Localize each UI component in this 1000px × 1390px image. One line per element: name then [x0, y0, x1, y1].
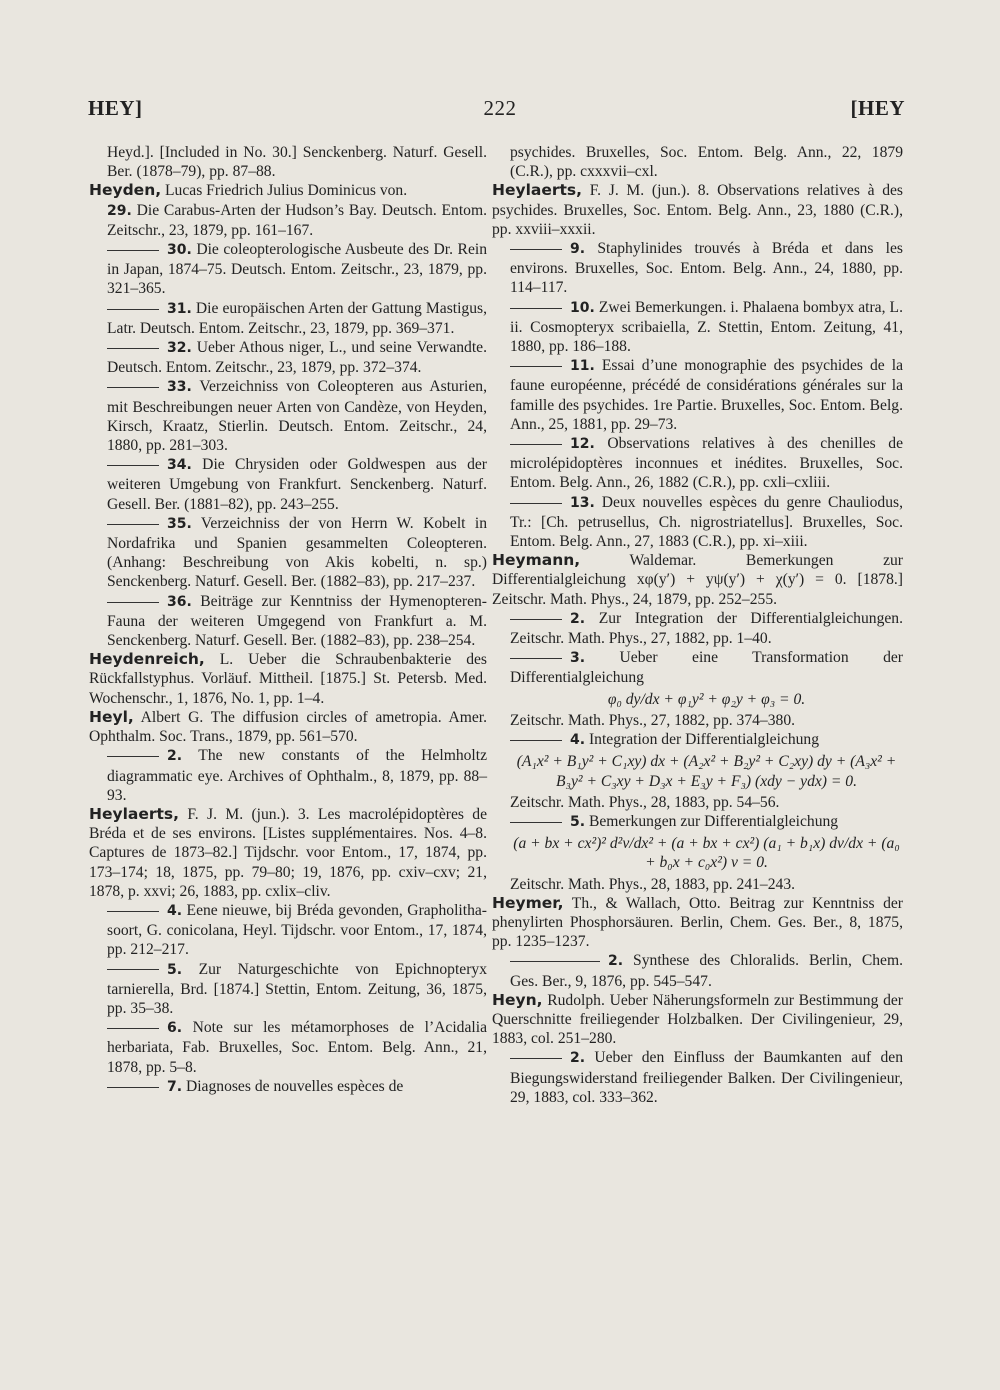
bib-entry — [510, 812, 903, 832]
entry-number: 5. — [167, 961, 183, 978]
entry-text: Staphylinides trouvés à Bréda et dans les environs. Bruxelles, Soc. Entom. Belg. Ann., 24, 1880, pp. 114–117. — [510, 240, 903, 297]
entry-text: Verzeichniss der von Herrn W. Kobelt in Nordafrika und Spanien gesammelten Coleopteren. (Anhang: Beschreibung von Akis kobelti, n. sp.) Senckenberg. Naturf. Gesell. Ber. (1882–83), pp. 217–237. — [107, 514, 487, 591]
ditto-rule — [107, 387, 159, 388]
entry-text: F. J. M. (jun.). 3. Les macrolépidoptères de Bréda et de ses environs. [Listes supplémentaires. Nos. 4–8. Captures de 1873–82.] Tijdschr. voor Entom., 17, 1874, pp. 173–174; 18, 1875, pp. 79–80; 19, 1876, pp. cxiv–cxv; 21, 1878, p. xxvi; 26, 1883, pp. cxlix–cliv. — [89, 805, 487, 900]
running-head-right: [HEY — [850, 96, 905, 120]
entry-text: Ueber eine Transformation der Differentialgleichung — [510, 649, 903, 687]
bib-entry — [107, 1077, 487, 1097]
ditto-rule — [510, 503, 562, 504]
bib-entry — [107, 201, 487, 240]
ditto-rule — [107, 250, 159, 251]
bib-entry — [89, 181, 487, 200]
author-name: Heyden, — [89, 181, 162, 200]
entry-text: Note sur les métamorphoses de l’Acidalia herbariata, Fab. Bruxelles, Soc. Entom. Belg. Ann., 21, 1878, pp. 5–8. — [107, 1019, 487, 1076]
left-column — [89, 143, 487, 1097]
ditto-rule — [510, 366, 562, 367]
ditto-rule — [510, 822, 562, 823]
bib-entry — [492, 181, 903, 239]
ditto-rule — [107, 911, 159, 912]
ditto-rule — [107, 524, 159, 525]
entry-number: 4. — [570, 732, 586, 749]
entry-text: Diagnoses de nouvelles espèces de — [182, 1077, 404, 1095]
bib-entry — [107, 514, 487, 592]
bib-entry — [510, 356, 903, 434]
bib-entry: Zeitschr. Math. Phys., 28, 1883, pp. 54–56. — [510, 793, 780, 811]
formula: (a + bx + cx²)² d²v/dx² + (a + bx + cx²) (a₁ + b₁x) dv/dx + (a₀ + b₀x + c₀x²) v = 0. — [513, 835, 900, 872]
ditto-rule — [107, 465, 159, 466]
formula: φ₀ dy/dx + φ₁y² + φ₂y + φ₃ = 0. — [607, 690, 806, 708]
formula: (A₁x² + B₁y² + C₁xy) dx + (A₂x² + B₂y² + C₂xy) dy + (A₃x² + B₃y² + C₃xy + D₃x + E₃y + F₃) (xdy − ydx) = 0. — [516, 753, 897, 790]
bib-entry — [510, 239, 903, 298]
author-name: Heylaerts, — [492, 181, 583, 200]
entry-text: L. Ueber die Schraubenbakterie des Rückfallstyphus. Vorläuf. Mittheil. [1875.] St. Petersb. Med. Wochenschr., 1, 1876, No. 1, pp. 1–4. — [89, 651, 487, 707]
entry-number: 36. — [167, 593, 192, 610]
entry-number: 2. — [608, 953, 624, 970]
entry-text: Die europäischen Arten der Gattung Mastigus, Latr. Deutsch. Entom. Zeitschr., 23, 1879, pp. 369–371. — [107, 299, 487, 337]
entry-number: 30. — [167, 242, 192, 259]
entry-text: Integration der Differentialgleichung — [585, 731, 820, 749]
bib-entry — [510, 434, 903, 493]
bib-entry — [107, 240, 487, 299]
entry-text: Die coleopterologische Ausbeute des Dr. Rein in Japan, 1874–75. Deutsch. Entom. Zeitschr., 23, 1879, pp. 321–365. — [107, 241, 487, 298]
bib-entry — [107, 338, 487, 377]
entry-text: Observations relatives à des chenilles de microlépidoptères inconnues et inédites. Bruxelles, Soc. Entom. Belg. Ann., 26, 1882 (C.R.), pp. cxli–cxliii. — [510, 435, 903, 492]
author-name: Heylaerts, — [89, 804, 180, 823]
entry-text: F. J. M. (jun.). 8. Observations relatives à des psychides. Bruxelles, Soc. Entom. Belg. Ann., 23, 1880 (C.R.), pp. xxviii–xxxii. — [492, 182, 903, 238]
entry-text: The new constants of the Helmholtz diagrammatic eye. Archives of Ophthalm., 8, 1879, pp. 88–93. — [107, 747, 487, 804]
running-head-left: HEY] — [88, 96, 143, 120]
bib-entry — [107, 901, 487, 960]
entry-number: 10. — [570, 299, 595, 316]
entry-text: Die Carabus-Arten der Hudson’s Bay. Deutsch. Entom. Zeitschr., 23, 1879, pp. 161–167. — [107, 201, 487, 239]
entry-number: 33. — [167, 379, 192, 396]
ditto-rule — [107, 602, 159, 603]
ditto-rule — [510, 444, 562, 445]
entry-text: Waldemar. Bemerkungen zur Differentialgleichung xφ(y′) + yψ(y′) + χ(y′) = 0. [1878.] Zeitschr. Math. Phys., 24, 1879, pp. 252–255. — [492, 552, 903, 608]
entry-text: Beiträge zur Kenntniss der Hymenopteren-Fauna der weiteren Umgegend von Frankfurt a. M. Senckenberg. Naturf. Gesell. Ber. (1882–83), pp. 238–254. — [107, 592, 487, 650]
entry-text: Die Chrysiden oder Goldwespen aus der weiteren Umgebung von Frankfurt. Senckenberg. Naturf. Gesell. Ber. (1881–82), pp. 243–255. — [107, 456, 487, 513]
ditto-rule — [107, 1028, 159, 1029]
entry-text: Zur Naturgeschichte von Epichnopteryx tarnierella, Brd. [1874.] Stettin, Entom. Zeitung, 36, 1875, pp. 35–38. — [107, 960, 487, 1017]
ditto-rule — [510, 1058, 562, 1059]
entry-number: 5. — [570, 813, 586, 830]
entry-text: Zur Integration der Differentialgleichungen. Zeitschr. Math. Phys., 27, 1882, pp. 1–40. — [510, 609, 903, 648]
bib-entry — [510, 609, 903, 648]
bib-entry — [107, 455, 487, 514]
entry-number: 3. — [570, 650, 586, 667]
entry-number: 13. — [570, 494, 595, 511]
ditto-rule — [107, 309, 159, 310]
bib-entry: Zeitschr. Math. Phys., 27, 1882, pp. 374–380. — [510, 711, 796, 729]
entry-text: Th., & Wallach, Otto. Beitrag zur Kenntniss der phenylirten Phosphorsäuren. Berlin, Chem. Ges. Ber., 8, 1875, pp. 1235–1237. — [492, 894, 903, 951]
entry-number: 31. — [167, 300, 192, 317]
bib-entry: Zeitschr. Math. Phys., 28, 1883, pp. 241–243. — [510, 875, 796, 893]
entry-text: Zwei Bemerkungen. i. Phalaena bombyx atra, L. ii. Cosmopteryx scribaiella, Z. Stettin, Entom. Zeitung, 41, 1880, pp. 186–188. — [510, 298, 903, 356]
ditto-rule — [107, 969, 159, 970]
bib-entry — [510, 298, 903, 357]
right-column — [492, 143, 903, 1107]
entry-text: Ueber Athous niger, L., und seine Verwandte. Deutsch. Entom. Zeitschr., 23, 1879, pp. 372–374. — [107, 339, 487, 377]
bib-entry: psychides. Bruxelles, Soc. Entom. Belg. Ann., 22, 1879 (C.R.), pp. cxxxvii–cxl. — [510, 144, 903, 181]
ditto-rule — [510, 619, 562, 620]
bib-entry — [492, 894, 903, 952]
ditto-rule — [510, 308, 562, 309]
entry-text: Essai d’une monographie des psychides de la faune européenne, précédé de considérations générales sur la famille des psychides. 1re Partie. Bruxelles, Soc. Entom. Belg. Ann., 25, 1881, pp. 29–73. — [510, 357, 903, 433]
entry-number: 29. — [107, 202, 132, 219]
bib-entry — [89, 805, 487, 901]
entry-number: 2. — [570, 610, 586, 627]
ditto-rule — [510, 740, 562, 741]
bib-entry — [510, 730, 903, 750]
bib-entry — [492, 551, 903, 609]
entry-number: 2. — [570, 1050, 586, 1067]
author-name: Heydenreich, — [89, 650, 205, 669]
entry-text: Bemerkungen zur Differentialgleichung — [585, 812, 839, 830]
entry-text: Verzeichniss von Coleopteren aus Asturien, mit Beschreibungen neuer Arten von Candèze, von Heyden, Kirsch, Kraatz, Stierlin. Deutsch. Entom. Zeitschr., 24, 1880, pp. 281–303. — [107, 378, 487, 455]
entry-number: 6. — [167, 1020, 183, 1037]
entry-number: 32. — [167, 340, 192, 357]
bib-entry — [510, 951, 903, 990]
entry-number: 9. — [570, 241, 586, 258]
author-name: Heymann, — [492, 551, 581, 570]
entry-text: Synthese des Chloralids. Berlin, Chem. Ges. Ber., 9, 1876, pp. 545–547. — [510, 952, 903, 990]
ditto-rule — [107, 1087, 159, 1088]
bib-entry — [107, 299, 487, 338]
bib-entry — [492, 991, 903, 1049]
author-name: Heyl, — [89, 707, 134, 726]
entry-text: Lucas Friedrich Julius Dominicus von. — [161, 182, 408, 200]
entry-number: 35. — [167, 515, 192, 532]
entry-text: Deux nouvelles espèces du genre Chauliodus, Tr.: [Ch. petrusellus, Ch. nigrostriatellus]. Bruxelles, Soc. Entom. Belg. Ann., 27, 1883 (C.R.), pp. xi–xiii. — [510, 493, 903, 551]
author-name: Heyn, — [492, 990, 543, 1009]
bib-entry — [107, 1018, 487, 1077]
entry-text: Eene nieuwe, bij Bréda gevonden, Grapholitha-soort, G. conicolana, Heyl. Tijdschr. voor Entom., 17, 1874, pp. 212–217. — [107, 901, 487, 959]
entry-number: 7. — [167, 1078, 183, 1095]
entry-number: 34. — [167, 457, 192, 474]
ditto-rule — [510, 658, 562, 659]
entry-text: Albert G. The diffusion circles of ametropia. Amer. Ophthalm. Soc. Trans., 1879, pp. 561–570. — [89, 708, 487, 746]
entry-text: Ueber den Einfluss der Baumkanten auf den Biegungswiderstand freiliegender Balken. Der Civilingenieur, 29, 1883, col. 333–362. — [510, 1049, 903, 1106]
bib-entry — [89, 708, 487, 746]
ditto-rule — [107, 348, 159, 349]
bib-entry — [107, 746, 487, 805]
ditto-rule — [107, 756, 159, 757]
bib-entry — [510, 1048, 903, 1107]
bib-entry — [510, 493, 903, 552]
entry-number: 4. — [167, 902, 183, 919]
entry-number: 11. — [570, 358, 595, 375]
ditto-rule — [510, 249, 562, 250]
author-name: Heymer, — [492, 893, 564, 912]
bib-entry — [107, 377, 487, 455]
page-number: 222 — [483, 96, 517, 120]
entry-text: Rudolph. Ueber Näherungsformeln zur Bestimmung der Querschnitte freiliegender Holzbalken. Der Civilingenieur, 29, 1883, col. 251–280. — [492, 991, 903, 1048]
entry-number: 2. — [167, 748, 183, 765]
bib-entry — [89, 650, 487, 708]
bib-entry — [107, 592, 487, 651]
ditto-rule — [510, 961, 600, 962]
bib-entry — [107, 960, 487, 1019]
entry-number: 12. — [570, 436, 595, 453]
bib-entry: Heyd.]. [Included in No. 30.] Senckenberg. Naturf. Gesell. Ber. (1878–79), pp. 87–88. — [107, 144, 487, 181]
bib-entry — [510, 648, 903, 687]
